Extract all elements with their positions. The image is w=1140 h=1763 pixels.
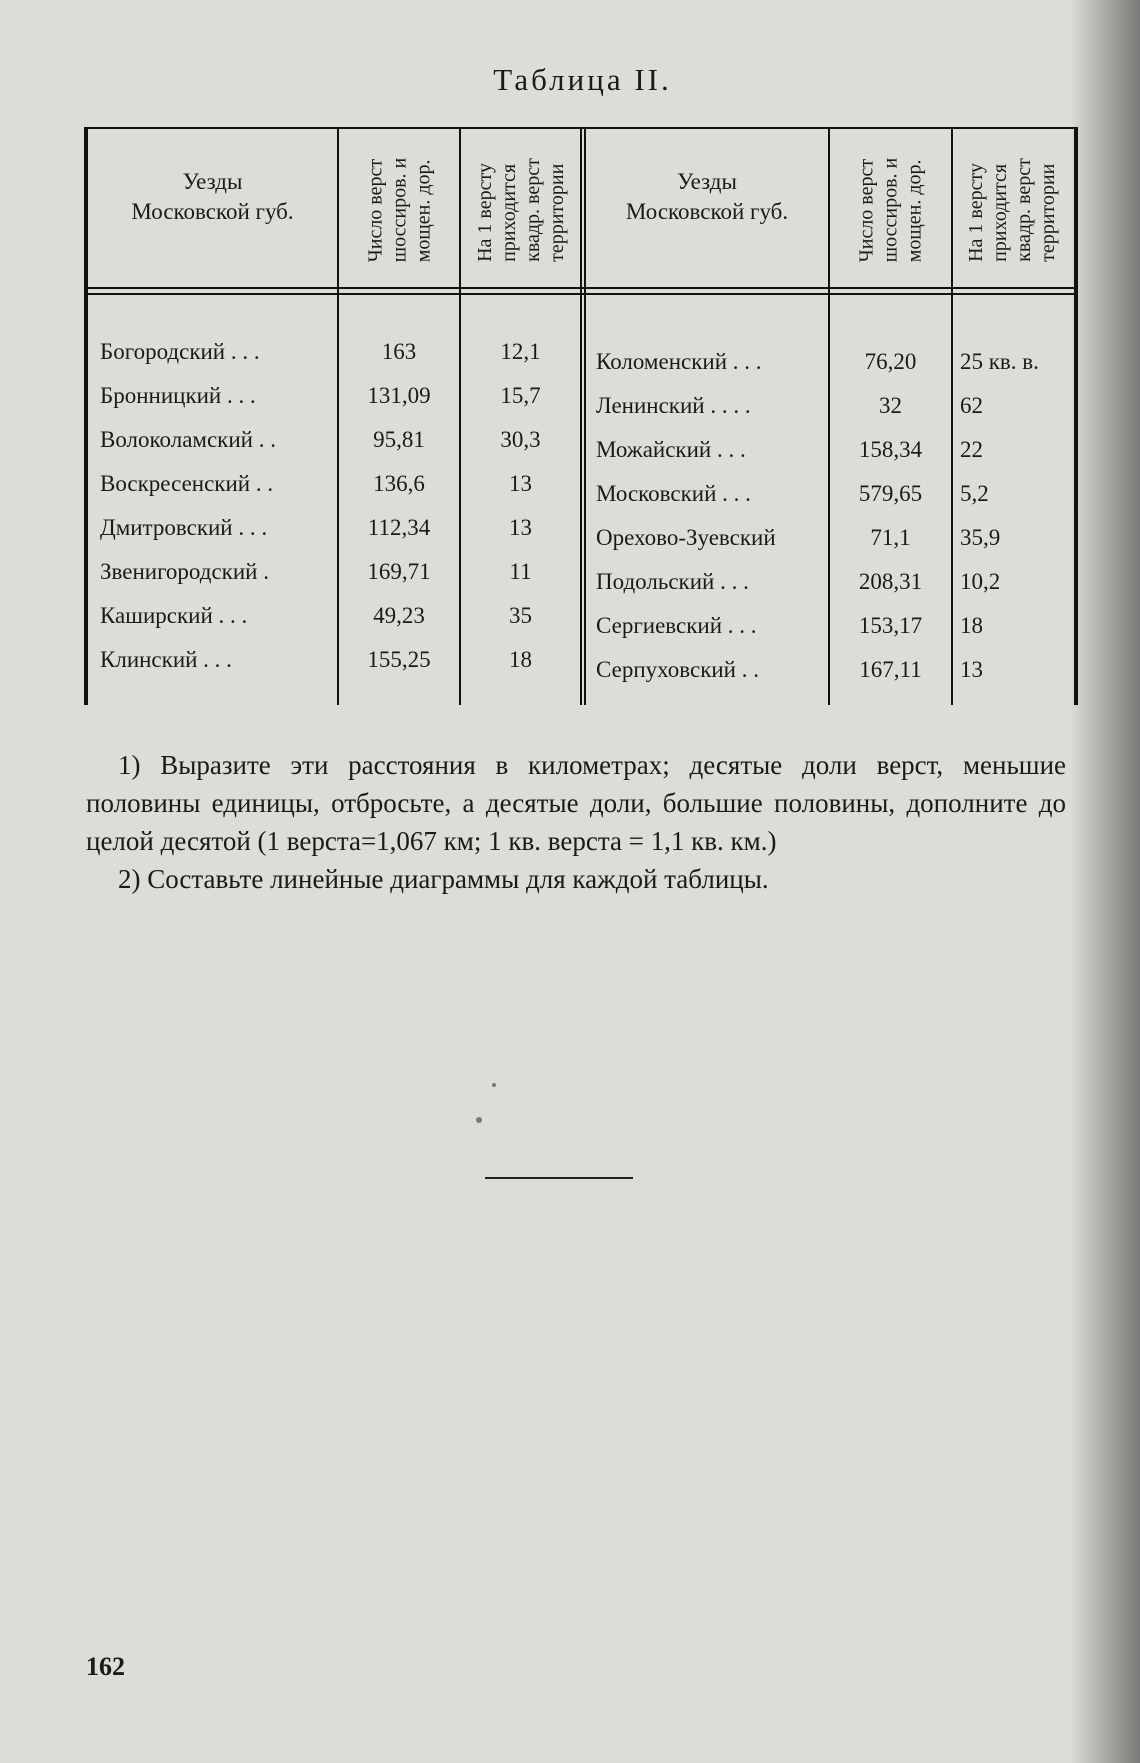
section-divider	[485, 1177, 633, 1179]
table-row	[88, 559, 580, 599]
header-per-verst-right: На 1 версту приходится квадр. верст территории	[964, 158, 1059, 262]
exercise-item-1: 1) Выразите эти расстояния в километрах; десятые доли верст, меньшие половины единицы, отбросьте, а десятые доли, большие половины, дополните до целой десятой (1 верста=1,067 км; 1 кв. верста = 1,1 кв. км.)	[86, 750, 1066, 856]
paved-verst-value: 136,6	[373, 471, 425, 496]
district-name: Воскресенский . .	[100, 471, 274, 496]
district-name: Дмитровский . . .	[100, 515, 268, 540]
paved-verst-value: 158,34	[858, 437, 923, 462]
district-name: Серпуховский . .	[596, 657, 759, 682]
data-table	[84, 127, 1078, 705]
area-per-verst-value: 30,3	[500, 427, 541, 452]
paved-verst-value: 208,31	[858, 569, 923, 594]
district-name: Клинский . . .	[100, 647, 232, 672]
area-per-verst-value: 35	[509, 603, 532, 628]
table-row	[586, 481, 1070, 521]
table-row	[586, 569, 1070, 609]
exercise-item-2: 2) Составьте линейные диаграммы для каждой таблицы.	[118, 864, 769, 894]
district-name: Бронницкий . . .	[100, 383, 256, 408]
table-row	[586, 613, 1070, 653]
paved-verst-value: 153,17	[858, 613, 923, 638]
print-speck	[492, 1083, 496, 1087]
paved-verst-value: 167,11	[859, 657, 922, 682]
district-name: Звенигородский .	[100, 559, 269, 584]
header-paved-right: Число верст шоссиров. и мощен. дор.	[855, 157, 926, 263]
paved-verst-value: 49,23	[373, 603, 425, 628]
paved-verst-value: 131,09	[367, 383, 431, 408]
table-row	[88, 427, 580, 467]
area-per-verst-value: 25 кв. в.	[960, 349, 1039, 374]
paved-verst-value: 155,25	[367, 647, 431, 672]
area-per-verst-value: 62	[960, 393, 983, 418]
area-per-verst-value: 22	[960, 437, 983, 462]
table-row	[586, 437, 1070, 477]
district-name: Ленинский . . . .	[596, 393, 751, 418]
area-per-verst-value: 35,9	[960, 525, 1001, 550]
paved-verst-value: 163	[381, 339, 417, 364]
district-name: Московский . . .	[596, 481, 751, 506]
area-per-verst-value: 10,2	[960, 569, 1001, 594]
paved-verst-value: 579,65	[858, 481, 923, 506]
area-per-verst-value: 15,7	[500, 383, 541, 408]
district-name: Волоколамский . .	[100, 427, 276, 452]
table-row	[586, 349, 1070, 389]
table-row	[586, 525, 1070, 565]
area-per-verst-value: 18	[960, 613, 983, 638]
district-name: Коломенский . . .	[596, 349, 762, 374]
print-speck	[476, 1117, 482, 1123]
table-row	[88, 471, 580, 511]
district-name: Можайский . . .	[596, 437, 746, 462]
area-per-verst-value: 13	[960, 657, 983, 682]
district-name: Каширский . . .	[100, 603, 248, 628]
table-row	[88, 603, 580, 643]
area-per-verst-value: 11	[509, 559, 532, 584]
header-per-verst-left: На 1 версту приходится квадр. верст территории	[473, 158, 568, 262]
table-row	[88, 383, 580, 423]
district-name: Подольский . . .	[596, 569, 749, 594]
paved-verst-value: 76,20	[864, 349, 917, 374]
exercise-text	[86, 746, 1066, 898]
area-per-verst-value: 13	[509, 471, 532, 496]
table-row	[586, 657, 1070, 697]
table-title: Таблица II.	[493, 62, 672, 97]
paved-verst-value: 169,71	[367, 559, 431, 584]
header-district-left: Уезды Московской губ.	[131, 169, 294, 224]
district-name: Орехово-Зуевский	[596, 525, 776, 550]
area-per-verst-value: 13	[509, 515, 532, 540]
district-name: Богородский . . .	[100, 339, 260, 364]
district-name: Сергиевский . . .	[596, 613, 757, 638]
page-edge-shadow	[1070, 0, 1140, 1763]
paved-verst-value: 95,81	[373, 427, 425, 452]
area-per-verst-value: 5,2	[960, 481, 989, 506]
table-row	[88, 339, 580, 379]
paved-verst-value: 112,34	[367, 515, 431, 540]
header-paved-left: Число верст шоссиров. и мощен. дор.	[363, 157, 434, 263]
area-per-verst-value: 12,1	[500, 339, 541, 364]
paved-verst-value: 32	[879, 393, 902, 418]
table-row	[88, 647, 580, 687]
area-per-verst-value: 18	[509, 647, 532, 672]
paved-verst-value: 71,1	[870, 525, 911, 550]
page-number: 162	[86, 1652, 125, 1681]
table-row	[88, 515, 580, 555]
table-row	[586, 393, 1070, 433]
header-district-right: Уезды Московской губ.	[625, 169, 789, 224]
